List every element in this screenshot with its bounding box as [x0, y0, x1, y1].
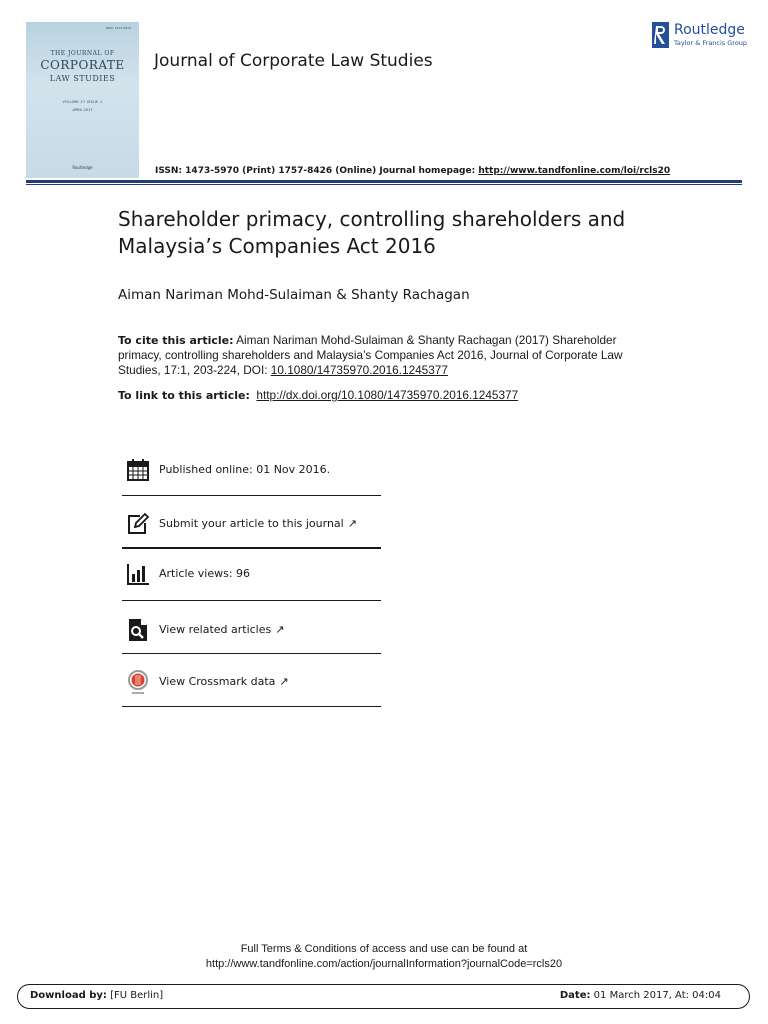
- info-related-articles[interactable]: [122, 602, 381, 654]
- link-to-label: To link to this article:: [118, 389, 250, 402]
- header-rule-thin: [26, 184, 742, 185]
- article-doi-url[interactable]: http://dx.doi.org/10.1080/14735970.2016.1245377: [256, 388, 519, 402]
- routledge-r-icon: [652, 22, 669, 48]
- download-date-label: Date:: [559, 990, 591, 1001]
- terms-line-1: Full Terms & Conditions of access and use can be found at: [240, 943, 528, 955]
- info-divider: [122, 706, 381, 707]
- cover-line-1: THE JOURNAL OF: [50, 50, 115, 57]
- citation-label: To cite this article:: [118, 334, 234, 347]
- download-date-value: 01 March 2017, At: 04:04: [590, 990, 721, 1001]
- info-article-views: [122, 546, 381, 598]
- published-online-label: Published online: 01 Nov 2016.: [159, 463, 331, 476]
- terms-line-2[interactable]: http://www.tandfonline.com/action/journalInformation?journalCode=rcls20: [205, 958, 563, 970]
- download-by-label: Download by:: [30, 990, 107, 1001]
- info-published-online: [122, 442, 381, 494]
- citation-block: [118, 333, 658, 378]
- related-articles-link[interactable]: [159, 623, 284, 636]
- download-info-bar: [17, 984, 750, 1009]
- issn-line: [155, 166, 670, 176]
- terms-note: [0, 942, 768, 972]
- info-submit-article[interactable]: [122, 496, 381, 548]
- article-authors: Aiman Nariman Mohd-Sulaiman & Shanty Rachagan: [118, 287, 470, 303]
- download-by-value: [FU Berlin]: [106, 990, 164, 1001]
- crossmark-icon: [126, 670, 150, 694]
- cover-line-2: CORPORATE: [40, 58, 125, 72]
- crossmark-label: View Crossmark data: [159, 675, 276, 688]
- edit-icon: [126, 512, 150, 536]
- header-rule: [26, 180, 742, 183]
- bar-chart-icon: [126, 562, 150, 586]
- info-divider: [122, 600, 381, 601]
- submit-article-label: Submit your article to this journal: [159, 517, 344, 530]
- journal-cover-image: [26, 22, 139, 178]
- cover-publisher: Routledge: [72, 165, 93, 170]
- citation-text: Aiman Nariman Mohd-Sulaiman & Shanty Rachagan (2017) Shareholder primacy, controlling shareholders and Malaysia’s Companies Act 2016, Journal of Corporate Law Studies, 17:1, 203-224, DOI:: [118, 333, 623, 377]
- cover-issn-tag: ISSN: 1473-5970: [105, 26, 131, 30]
- external-link-icon: ↗: [275, 623, 285, 636]
- article-views-label: Article views: 96: [159, 567, 251, 580]
- download-date: [560, 990, 721, 1001]
- link-to-article: [118, 388, 518, 402]
- calendar-icon: [126, 458, 150, 482]
- info-crossmark[interactable]: [122, 654, 381, 706]
- download-by: [30, 990, 163, 1001]
- cover-date: APRIL 2017: [72, 108, 93, 112]
- issn-text: ISSN: 1473-5970 (Print) 1757-8426 (Online) Journal homepage:: [155, 166, 479, 176]
- related-articles-label: View related articles: [159, 623, 272, 636]
- routledge-logo: [652, 22, 752, 50]
- journal-homepage-link[interactable]: http://www.tandfonline.com/loi/rcls20: [478, 166, 671, 176]
- external-link-icon: ↗: [347, 517, 357, 530]
- article-title: Shareholder primacy, controlling shareholders and Malaysia’s Companies Act 2016: [118, 207, 626, 258]
- cover-line-3: LAW STUDIES: [49, 74, 116, 83]
- crossmark-link[interactable]: [159, 675, 289, 688]
- search-document-icon: [126, 618, 150, 642]
- routledge-subtitle: Taylor & Francis Group: [674, 39, 748, 47]
- submit-article-link[interactable]: [159, 517, 357, 530]
- journal-title: Journal of Corporate Law Studies: [154, 51, 433, 71]
- cover-volume: VOLUME 17 ISSUE 1: [62, 100, 103, 104]
- routledge-name: Routledge: [674, 22, 745, 38]
- citation-doi-link[interactable]: 10.1080/14735970.2016.1245377: [270, 363, 448, 377]
- external-link-icon: ↗: [279, 675, 289, 688]
